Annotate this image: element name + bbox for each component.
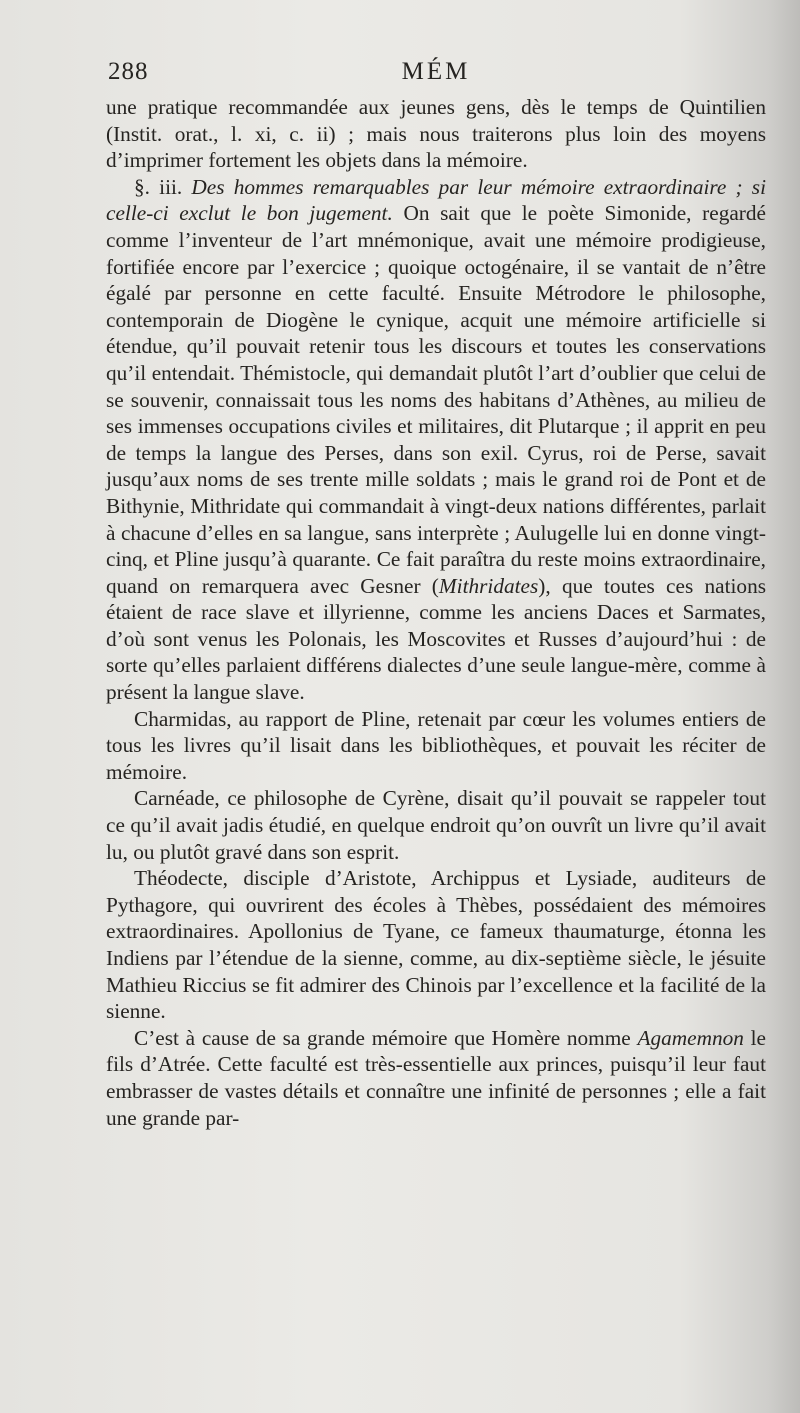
section-title: Des hommes remarquables par leur mémoire extraordinaire ; si celle-ci exclut le bon jugement. — [106, 174, 767, 226]
page-number: 288 — [108, 58, 149, 85]
running-head: MÉM — [401, 58, 471, 85]
body-text — [106, 94, 766, 1131]
book-title-mithridates: Mithridates — [438, 573, 539, 598]
paragraph-section-3: §. iii. Des hommes remarquables par leur mémoire extraordinaire ; si celle-ci exclut le bon jugement. On sait que le poète Simonide, regardé comme l’inventeur de l’art mnémonique, avait une mémoire prodigieuse, fortifiée encore par l’exercice ; quoique octogénaire, il se vantait de n’être égalé par personne en cette faculté. Ensuite Métrodore le philosophe, contemporain de Diogène le cynique, acquit une mémoire artificielle si étendue, qu’il pouvait retenir tous les discours et toutes les conservations qu’il entendait. Thémistocle, qui demandait plutôt l’art d’oublier que celui de se souvenir, connaissait tous les noms des habitans d’Athènes, au milieu de ses immenses occupations civiles et militaires, dit Plutarque ; il apprit en peu de temps la langue des Perses, dans son exil. Cyrus, roi de Perse, savait jusqu’aux noms de ses trente mille soldats ; mais le grand roi de Pont et de Bithynie, Mithridate qui commandait à vingt-deux nations différentes, parlait à chacune d’elles en sa langue, sans interprète ; Aulugelle lui en donne vingt-cinq, et Pline jusqu’à quarante. Ce fait paraîtra du reste moins extraordinaire, quand on remarquera avec Gesner (Mithridates), que toutes ces nations étaient de race slave et illyrienne, comme les anciens Daces et Sarmates, d’où sont venus les Polonais, les Moscovites et Russes d’aujourd’hui : de sorte qu’elles parlaient différens dialectes d’une seule langue-mère, comme à présent la langue slave. — [106, 174, 767, 705]
paragraph-1: une pratique recommandée aux jeunes gens, dès le temps de Quintilien (Instit. orat., l. xi, c. ii) ; mais nous traiterons plus loin des moyens d’imprimer fortement les objets dans la mémoire. — [106, 95, 766, 173]
section-label: §. iii. — [134, 174, 183, 199]
paragraph-charmidas: Charmidas, au rapport de Pline, retenait par cœur les volumes entiers de tous les livres qu’il lisait dans les bibliothèques, et pouvait les réciter de mémoire. — [106, 706, 766, 784]
paragraph-theodecte: Théodecte, disciple d’Aristote, Archippus et Lysiade, auditeurs de Pythagore, qui ouvrirent des écoles à Thèbes, possédaient des mémoires extraordinaires. Apollonius de Tyane, ce fameux thaumaturge, étonna les Indiens par l’étendue de la sienne, comme, au dix-septième siècle, le jésuite Mathieu Riccius se fit admirer des Chinois par l’excellence et la facilité de la sienne. — [106, 866, 766, 1024]
page-header — [108, 58, 764, 92]
paragraph-carneade: Carnéade, ce philosophe de Cyrène, disait qu’il pouvait se rappeler tout ce qu’il avait jadis étudié, en quelque endroit qu’on ouvrît un livre qu’il avait lu, ou plutôt gravé dans son esprit. — [106, 786, 766, 864]
paragraph-homere: C’est à cause de sa grande mémoire que Homère nomme Agamemnon le fils d’Atrée. Cette faculté est très-essentielle aux princes, puisqu’il leur faut embrasser de vastes détails et connaître une infinité de personnes ; elle a fait une grande par- — [106, 1025, 766, 1130]
name-agamemnon: Agamemnon — [637, 1025, 744, 1050]
